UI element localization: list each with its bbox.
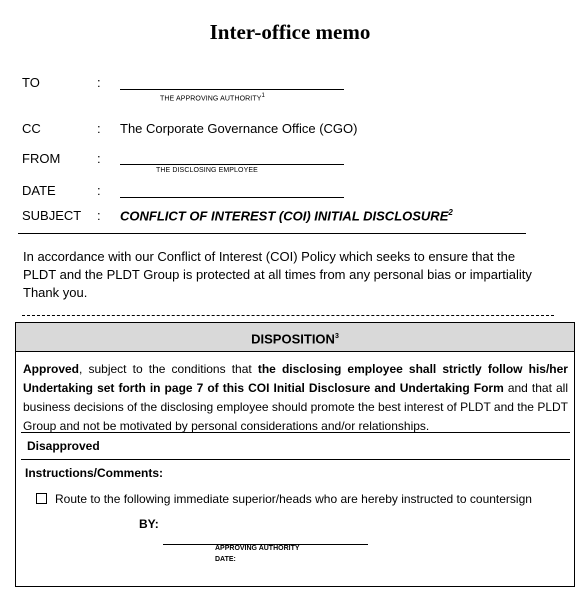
approved-option[interactable]	[23, 360, 568, 436]
disposition-heading	[16, 323, 574, 352]
date-colon: :	[97, 183, 101, 198]
from-field-line[interactable]	[120, 164, 344, 165]
to-footnote: 1	[261, 93, 265, 99]
dashed-divider	[22, 315, 554, 316]
to-label: TO	[22, 75, 40, 90]
subject-text: CONFLICT OF INTEREST (COI) INITIAL DISCLOSURE	[120, 208, 449, 224]
to-colon: :	[97, 75, 101, 90]
approved-text-1: , subject to the conditions that	[79, 362, 258, 376]
intro-line-1: In accordance with our Conflict of Interest (COI) Policy which seeks to ensure that the	[23, 249, 516, 264]
disposition-heading-text: DISPOSITION	[251, 331, 335, 347]
header-divider	[18, 233, 526, 234]
intro-thank-you: Thank you.	[23, 285, 88, 300]
date-field-line[interactable]	[120, 197, 344, 198]
route-checkbox[interactable]	[36, 493, 47, 504]
disapproved-divider	[21, 459, 570, 460]
intro-line-2: PLDT and the PLDT Group is protected at all times from any personal bias or impartiality	[23, 267, 532, 282]
to-field-line[interactable]	[120, 89, 344, 90]
route-option-text: Route to the following immediate superior/heads who are hereby instructed to countersign	[55, 492, 532, 506]
subject-label: SUBJECT	[22, 208, 82, 223]
cc-value: The Corporate Governance Office (CGO)	[120, 121, 358, 136]
disposition-box	[15, 322, 575, 587]
disapproved-option[interactable]: Disapproved	[27, 439, 100, 453]
cc-label: CC	[22, 121, 41, 136]
disposition-footnote: 3	[334, 333, 339, 340]
to-caption	[160, 93, 265, 102]
date-row	[0, 183, 580, 203]
cc-colon: :	[97, 121, 101, 136]
from-colon: :	[97, 151, 101, 166]
approved-condition: the disclosing employee shall strictly follow his/her Undertaking set forth in page 7 of this COI Initial Disclosure and Undertaking Form	[23, 362, 568, 395]
instructions-label: Instructions/Comments:	[25, 466, 164, 480]
to-row	[0, 75, 580, 95]
approved-divider	[21, 432, 570, 433]
memo-title: Inter-office memo	[209, 20, 371, 44]
approval-date-label: DATE:	[215, 556, 236, 563]
from-caption: THE DISCLOSING EMPLOYEE	[156, 167, 258, 174]
intro-paragraph	[23, 248, 543, 302]
to-caption-text: THE APPROVING AUTHORITY	[160, 95, 262, 103]
approved-label: Approved	[23, 362, 80, 376]
by-label: BY:	[139, 517, 159, 531]
approving-authority-label: APPROVING AUTHORITY	[215, 545, 300, 552]
subject-row	[0, 208, 580, 228]
route-option[interactable]	[36, 492, 532, 506]
approved-text-2: and that all business decisions of the disclosing employee should promote the best interest of PLDT and the PLDT Group and not be motivated by personal considerations and/or relationships.	[23, 381, 568, 433]
cc-row	[0, 121, 580, 141]
subject-footnote: 2	[448, 208, 453, 217]
subject-colon: :	[97, 208, 101, 223]
subject-value	[120, 208, 453, 223]
from-row	[0, 151, 580, 171]
from-label: FROM	[22, 151, 61, 166]
date-label: DATE	[22, 183, 56, 198]
